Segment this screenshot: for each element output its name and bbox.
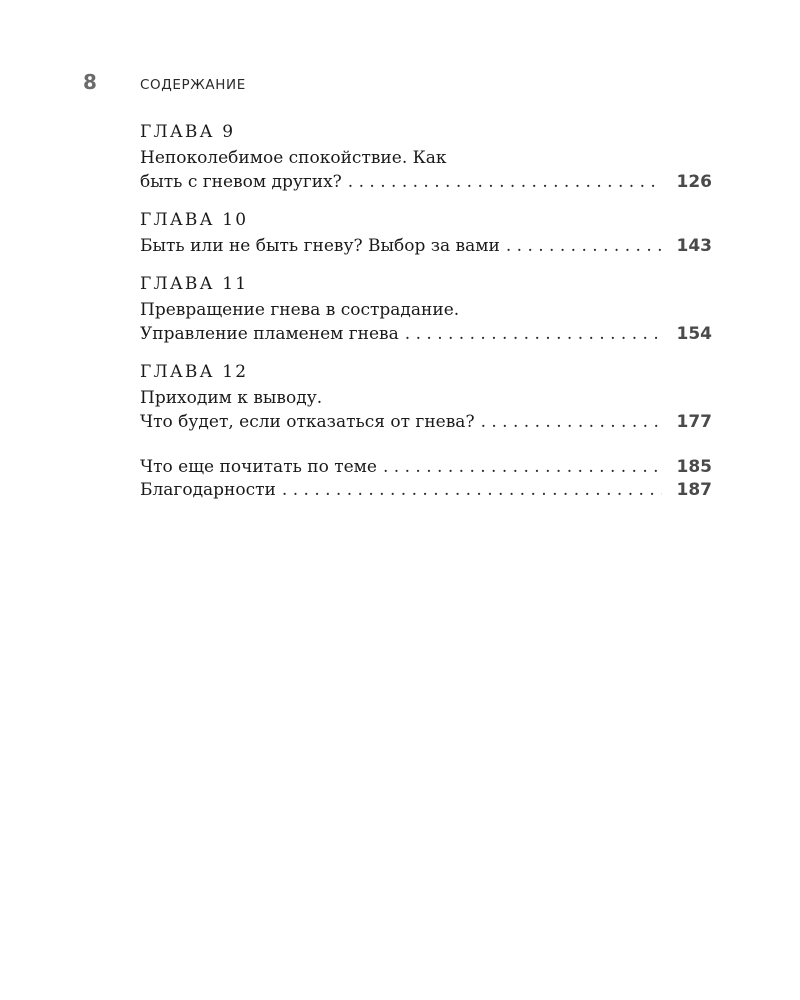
chapter-label: ГЛАВА 9	[140, 122, 236, 142]
toc-entry[interactable]	[140, 170, 712, 194]
chapter-10	[140, 208, 712, 258]
toc-entry[interactable]	[140, 234, 712, 258]
toc-entry[interactable]	[140, 410, 712, 434]
chapter-title-line: Приходим к выводу.	[140, 388, 323, 408]
page-ref: 126	[676, 172, 712, 192]
chapter-title-line: быть с гневом других?	[140, 172, 342, 192]
chapter-11	[140, 272, 712, 346]
dot-leader	[282, 479, 662, 502]
chapter-title-line: Превращение гнева в сострадание.	[140, 300, 460, 320]
running-head	[83, 70, 246, 94]
chapter-label: ГЛАВА 12	[140, 362, 249, 382]
dot-leader	[481, 410, 662, 434]
entry-title: Благодарности	[140, 480, 276, 500]
chapter-label: ГЛАВА 11	[140, 274, 249, 294]
dot-leader	[348, 170, 662, 194]
chapter-title-line: Непоколебимое спокойствие. Как	[140, 148, 447, 168]
entry-title: Что еще почитать по теме	[140, 457, 377, 477]
dot-leader	[506, 234, 662, 258]
toc-entry[interactable]	[140, 322, 712, 346]
page-ref: 177	[676, 412, 712, 432]
dot-leader	[383, 456, 662, 479]
dot-leader	[405, 322, 662, 346]
page-ref: 143	[676, 236, 712, 256]
page-ref: 185	[676, 457, 712, 477]
page-number: 8	[83, 70, 97, 94]
toc-entry-acknowledgements[interactable]	[140, 479, 712, 502]
chapter-label: ГЛАВА 10	[140, 210, 249, 230]
chapter-title-line: Быть или не быть гневу? Выбор за вами	[140, 236, 500, 256]
chapter-9	[140, 120, 712, 194]
back-matter	[140, 456, 712, 502]
chapter-12	[140, 360, 712, 434]
page-ref: 187	[676, 480, 712, 500]
page-ref: 154	[676, 324, 712, 344]
table-of-contents	[140, 120, 712, 502]
running-title: СОДЕРЖАНИЕ	[140, 77, 246, 93]
chapter-title-line: Что будет, если отказаться от гнева?	[140, 412, 475, 432]
chapter-title-line: Управление пламенем гнева	[140, 324, 399, 344]
toc-entry-further-reading[interactable]	[140, 456, 712, 479]
